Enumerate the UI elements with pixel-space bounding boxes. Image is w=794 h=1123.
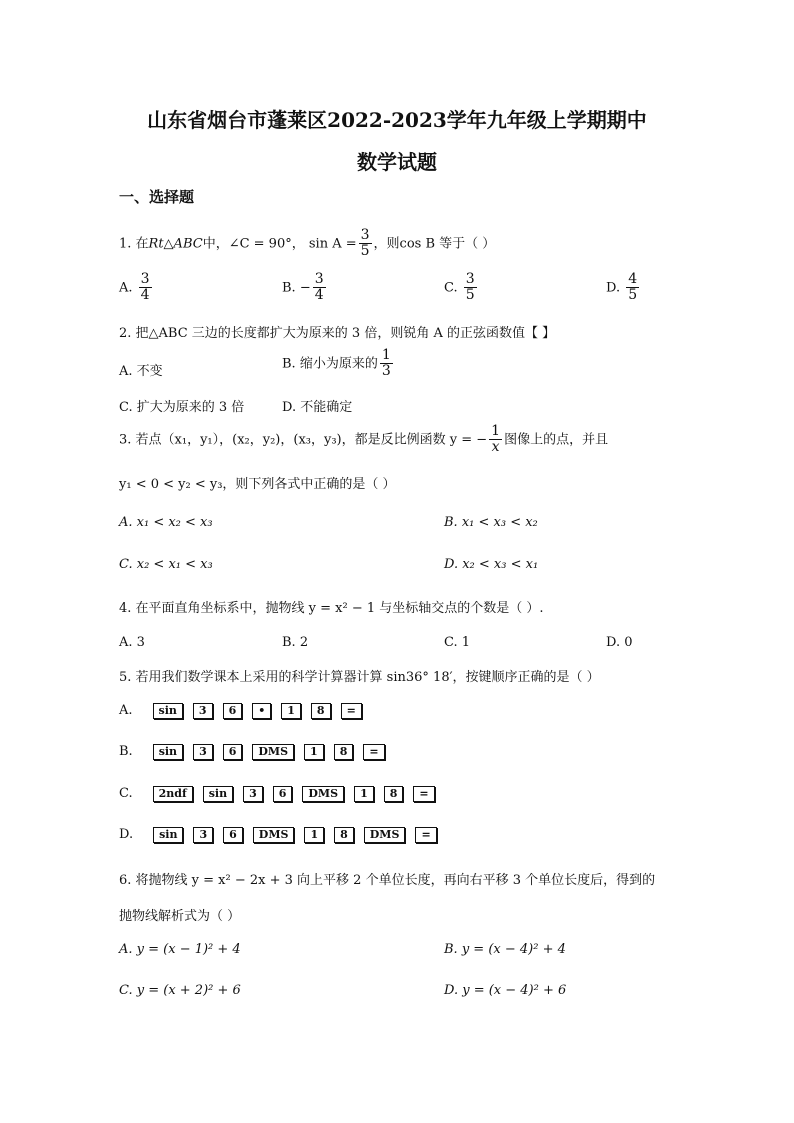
- q6-option-d: D. y = (x − 4)² + 6: [444, 983, 567, 998]
- calculator-key: 1: [304, 744, 324, 760]
- question-2: 2. 把△ABC 三边的长度都扩大为原来的 3 倍，则锐角 A 的正弦函数值【 】: [119, 326, 556, 341]
- q3-option-a: A. x₁ < x₂ < x₃: [119, 515, 213, 530]
- q1-sin: sin A =: [308, 236, 357, 252]
- calculator-key: =: [341, 703, 362, 719]
- calculator-key: DMS: [302, 786, 344, 802]
- calculator-key: DMS: [253, 827, 295, 843]
- section-heading: 一、选择题: [119, 188, 195, 206]
- calculator-key: 6: [223, 744, 243, 760]
- question-3-line2: y₁ < 0 < y₂ < y₃，则下列各式中正确的是（ ）: [119, 477, 396, 492]
- calculator-key: 3: [193, 744, 213, 760]
- question-4: 4. 在平面直角坐标系中，抛物线 y = x² − 1 与坐标轴交点的个数是（ ）.: [119, 601, 544, 616]
- q1-mid: 中，∠C = 90°，: [202, 236, 305, 252]
- q3-option-b: B. x₁ < x₃ < x₂: [444, 515, 538, 530]
- calculator-key: 8: [334, 744, 354, 760]
- calculator-key: 1: [304, 827, 324, 843]
- calculator-key: 3: [193, 827, 213, 843]
- q3-option-d: D. x₂ < x₃ < x₁: [444, 557, 539, 572]
- calculator-key: 3: [243, 786, 263, 802]
- calculator-key: 1: [354, 786, 374, 802]
- calculator-key: DMS: [364, 827, 406, 843]
- q5-option-c: C. 2ndf sin 3 6 DMS 1 8 =: [119, 786, 445, 802]
- q1-option-a: A. $\frac{3}{4}$: [119, 271, 150, 304]
- question-6-line2: 抛物线解析式为（ ）: [119, 909, 241, 924]
- page-subtitle: 数学试题: [357, 150, 437, 174]
- calculator-key: 6: [223, 703, 243, 719]
- q1-option-b: B. − $\frac{3}{4}$: [282, 271, 324, 304]
- q5-option-d: D. sin 3 6 DMS 1 8 DMS =: [119, 827, 447, 843]
- question-1: [119, 228, 495, 260]
- calculator-key: sin: [203, 786, 233, 802]
- calculator-key: 8: [384, 786, 404, 802]
- calculator-key: •: [252, 703, 271, 719]
- page-title: 山东省烟台市蓬莱区2022-2023学年九年级上学期期中: [147, 108, 647, 132]
- q5-keys-b: [153, 744, 395, 760]
- calculator-key: =: [363, 744, 384, 760]
- q4-option-a: A. 3: [119, 635, 145, 650]
- q1-fraction: $\frac{3}{5}$: [360, 227, 370, 260]
- calculator-key: sin: [153, 744, 183, 760]
- calculator-key: =: [415, 827, 436, 843]
- q2-option-c: C. 扩大为原来的 3 倍: [119, 400, 245, 415]
- calculator-key: 8: [311, 703, 331, 719]
- q1-option-c: C. $\frac{3}{5}$: [444, 271, 475, 304]
- calculator-key: =: [413, 786, 434, 802]
- q2-option-a: A. 不变: [119, 364, 163, 379]
- calculator-key: 1: [281, 703, 301, 719]
- q5-option-b: B. sin 3 6 DMS 1 8 =: [119, 744, 395, 760]
- q1-option-d: D. $\frac{4}{5}$: [606, 271, 638, 304]
- q5-keys-a: [153, 703, 372, 719]
- question-3-line1: 3. 若点（x₁，y₁），(x₂，y₂)，(x₃，y₃)，都是反比例函数 y = − $\frac{1}{x}$ 图像上的点，并且: [119, 423, 609, 456]
- question-5: 5. 若用我们数学课本上采用的科学计算器计算 sin36° 18′，按键顺序正确的是（ ）: [119, 670, 600, 685]
- calculator-key: sin: [153, 827, 183, 843]
- q4-option-b: B. 2: [282, 635, 309, 650]
- q1-triangle: Rt△ABC: [148, 236, 203, 252]
- q6-option-c: C. y = (x + 2)² + 6: [119, 983, 241, 998]
- question-6-line1: 6. 将抛物线 y = x² − 2x + 3 向上平移 2 个单位长度，再向右平移 3 个单位长度后，得到的: [119, 873, 656, 888]
- calculator-key: 3: [193, 703, 213, 719]
- calculator-key: 2ndf: [153, 786, 193, 802]
- q5-keys-c: [153, 786, 445, 802]
- q2-option-d: D. 不能确定: [282, 400, 353, 415]
- q2-option-b: B. 缩小为原来的 $\frac{1}{3}$: [282, 347, 391, 380]
- calculator-key: sin: [153, 703, 183, 719]
- q4-option-c: C. 1: [444, 635, 471, 650]
- q1-tail: ，则cos B 等于（ ）: [373, 236, 496, 252]
- calculator-key: 8: [334, 827, 354, 843]
- calculator-key: 6: [273, 786, 293, 802]
- calculator-key: DMS: [252, 744, 294, 760]
- calculator-key: 6: [223, 827, 243, 843]
- q1-num: 1. 在: [119, 236, 149, 252]
- q6-option-a: A. y = (x − 1)² + 4: [119, 942, 241, 957]
- q3-option-c: C. x₂ < x₁ < x₃: [119, 557, 213, 572]
- q5-keys-d: [153, 827, 447, 843]
- q4-option-d: D. 0: [606, 635, 633, 650]
- q5-option-a: A. sin 3 6 • 1 8 =: [119, 703, 372, 719]
- q6-option-b: B. y = (x − 4)² + 4: [444, 942, 566, 957]
